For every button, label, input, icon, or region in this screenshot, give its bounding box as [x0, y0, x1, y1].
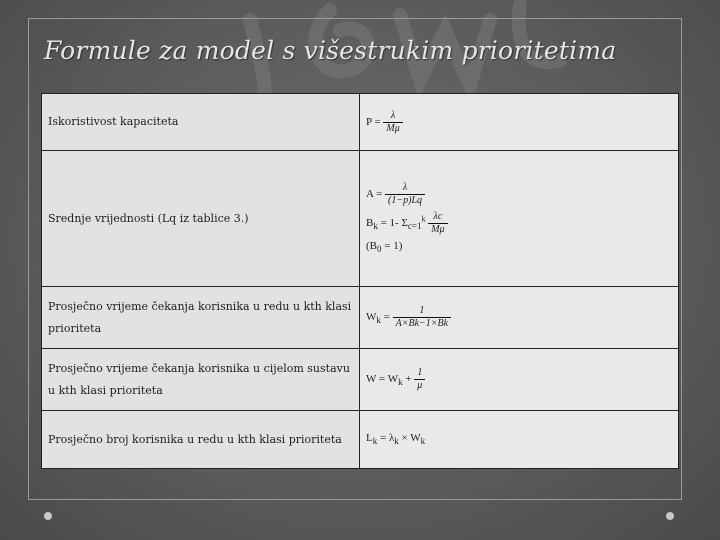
bullet-dot-left [44, 512, 52, 520]
queue-wait-formula [360, 287, 679, 349]
formula-b-fraction [428, 211, 447, 236]
table-row [42, 94, 679, 151]
formula-b-lhs: B [366, 217, 374, 230]
formula-b0-subscript: 0 [377, 244, 382, 255]
table-row [42, 411, 679, 469]
row-label: Prosječno vrijeme čekanja korisnika u redu u kth klasi prioriteta [42, 287, 360, 349]
formula-a-fraction [385, 182, 425, 207]
formula-b0-rest: = 1) [384, 240, 403, 253]
table-row [42, 151, 679, 287]
bullet-dot-right [666, 512, 674, 520]
formula-fraction [383, 110, 402, 135]
fraction-numerator: 1 [393, 305, 451, 318]
formula-b-subscript: k [373, 221, 378, 232]
lambda-subscript: k [394, 436, 399, 447]
formula-b0-line [366, 240, 672, 254]
fraction-denominator: μ [417, 380, 423, 391]
queue-length-formula [360, 411, 679, 469]
fraction-denominator: (1−p)Lq [388, 195, 423, 207]
formula-eq: = [383, 311, 390, 324]
fraction-denominator: A×Bk−1×Bk [395, 318, 449, 329]
formula-lhs: W = W [366, 373, 399, 386]
table-row [42, 287, 679, 349]
formula-lhs: L [366, 432, 373, 445]
formula-a-line [366, 182, 672, 207]
sum-upper-bound: k [421, 214, 426, 224]
w-subscript: k [420, 436, 426, 447]
formula-eq: = λ [379, 432, 395, 445]
formula-b-eq: = 1- Σ [380, 217, 408, 230]
formula-lhs-subscript: k [372, 436, 378, 447]
fraction-numerator: λ [385, 182, 425, 195]
fraction-numerator: 1 [414, 367, 425, 380]
system-wait-formula [360, 349, 679, 411]
slide-title: Formule za model s višestrukim prioritetima [44, 36, 617, 65]
mean-values-formula [360, 151, 679, 287]
fraction-denominator: Mμ [386, 122, 400, 134]
formula-table [41, 93, 679, 469]
table-row [42, 349, 679, 411]
formula-a-lhs: A = [366, 188, 383, 201]
fraction-numerator: λ [383, 110, 402, 123]
formula-lhs: P = [366, 115, 381, 128]
utilization-formula [360, 94, 679, 151]
formula-plus: + [405, 373, 412, 386]
row-label: Iskoristivost kapaciteta [42, 94, 360, 151]
fraction-denominator: Mμ [431, 224, 445, 236]
formula-b-line [366, 211, 672, 236]
row-label: Prosječno vrijeme čekanja korisnika u cijelom sustavu u kth klasi prioriteta [42, 349, 360, 411]
formula-lhs-subscript: k [376, 315, 381, 326]
sum-lower-bound: c=1 [407, 221, 422, 232]
formula-lhs-subscript: k [398, 377, 403, 388]
formula-lhs: W [366, 311, 377, 324]
formula-times: × W [401, 432, 421, 445]
fraction-numerator: λc [428, 211, 447, 224]
formula-fraction [393, 305, 451, 330]
formula-b0: (B [366, 240, 377, 253]
row-label: Prosječno broj korisnika u redu u kth klasi prioriteta [42, 411, 360, 469]
formula-fraction [414, 367, 425, 392]
row-label: Srednje vrijednosti (Lq iz tablice 3.) [42, 151, 360, 287]
